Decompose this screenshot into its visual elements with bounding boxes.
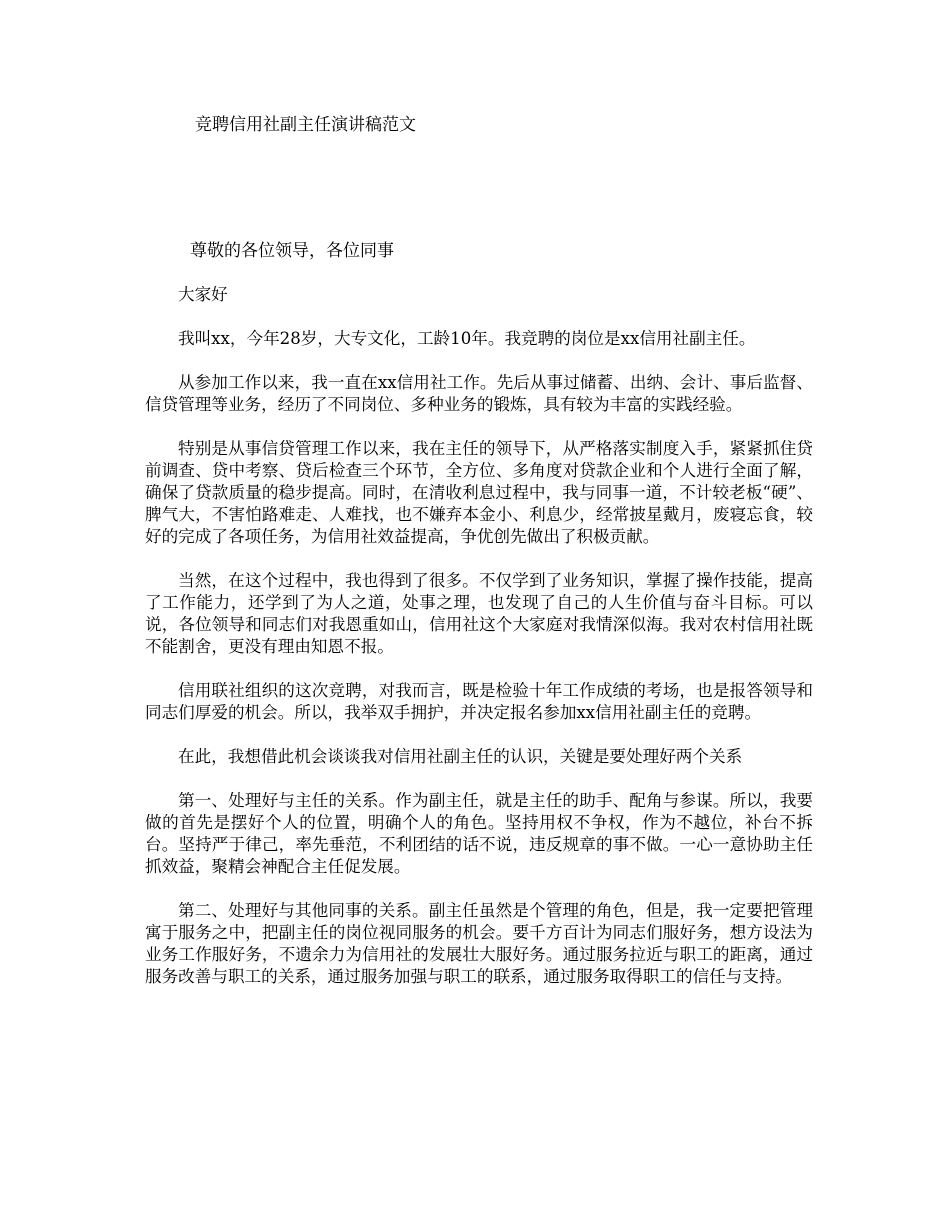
paragraph-credit-management: 特别是从事信贷管理工作以来，我在主任的领导下，从严格落实制度入手，紧紧抓住贷前调查、贷中考察、贷后检查三个环节，全方位、多角度对贷款企业和个人进行全面了解，确保了贷款质量的稳步提高。同时，在清收利息过程中，我与同事一道，不计较老板“硬”、脾气大，不害怕路难走、人难找，也不嫌弃本金小、利息少，经常披星戴月，废寝忘食，较好的完成了各项任务，为信用社效益提高，争优创先做出了积极贡献。 (145, 439, 813, 546)
document-title: 竞聘信用社副主任演讲稿范文 (195, 115, 416, 135)
paragraph-relation-colleagues: 第二、处理好与其他同事的关系。副主任虽然是个管理的角色，但是，我一定要把管理寓于服务之中，把副主任的岗位视同服务的机会。要千方百计为同志们服好务，想方设法为业务工作服好务，不遗余力为信用社的发展壮大服好务。通过服务拉近与职工的距离，通过服务改善与职工的关系，通过服务加强与职工的联系，通过服务取得职工的信任与支持。 (145, 901, 813, 986)
paragraph-introduction: 我叫xx，今年28岁，大专文化，工龄10年。我竞聘的岗位是xx信用社副主任。 (178, 329, 756, 348)
salutation: 尊敬的各位领导，各位同事 (190, 241, 394, 261)
paragraph-work-history: 从参加工作以来，我一直在xx信用社工作。先后从事过储蓄、出纳、会计、事后监督、信贷管理等业务，经历了不同岗位、多种业务的锻炼，具有较为丰富的实践经验。 (145, 373, 813, 414)
paragraph-two-relations: 在此，我想借此机会谈谈我对信用社副主任的认识，关键是要处理好两个关系 (178, 747, 743, 766)
paragraph-greeting: 大家好 (178, 285, 228, 304)
document-body (145, 284, 813, 1010)
paragraph-gains: 当然，在这个过程中，我也得到了很多。不仅学到了业务知识，掌握了操作技能，提高了工作能力，还学到了为人之道，处事之理，也发现了自己的人生价值与奋斗目标。可以说，各位领导和同志们对我恩重如山，信用社这个大家庭对我情深似海。我对农村信用社既不能割舍，更没有理由知恩不报。 (145, 571, 813, 656)
paragraph-relation-director: 第一、处理好与主任的关系。作为副主任，就是主任的助手、配角与参谋。所以，我要做的首先是摆好个人的位置，明确个人的角色。坚持用权不争权，作为不越位，补台不拆台。坚持严于律己，率先垂范，不利团结的话不说，违反规章的事不做。一心一意协助主任抓效益，聚精会神配合主任促发展。 (145, 791, 813, 876)
paragraph-competition: 信用联社组织的这次竞聘，对我而言，既是检验十年工作成绩的考场，也是报答领导和同志们厚爱的机会。所以，我举双手拥护，并决定报名参加xx信用社副主任的竞聘。 (145, 681, 813, 722)
